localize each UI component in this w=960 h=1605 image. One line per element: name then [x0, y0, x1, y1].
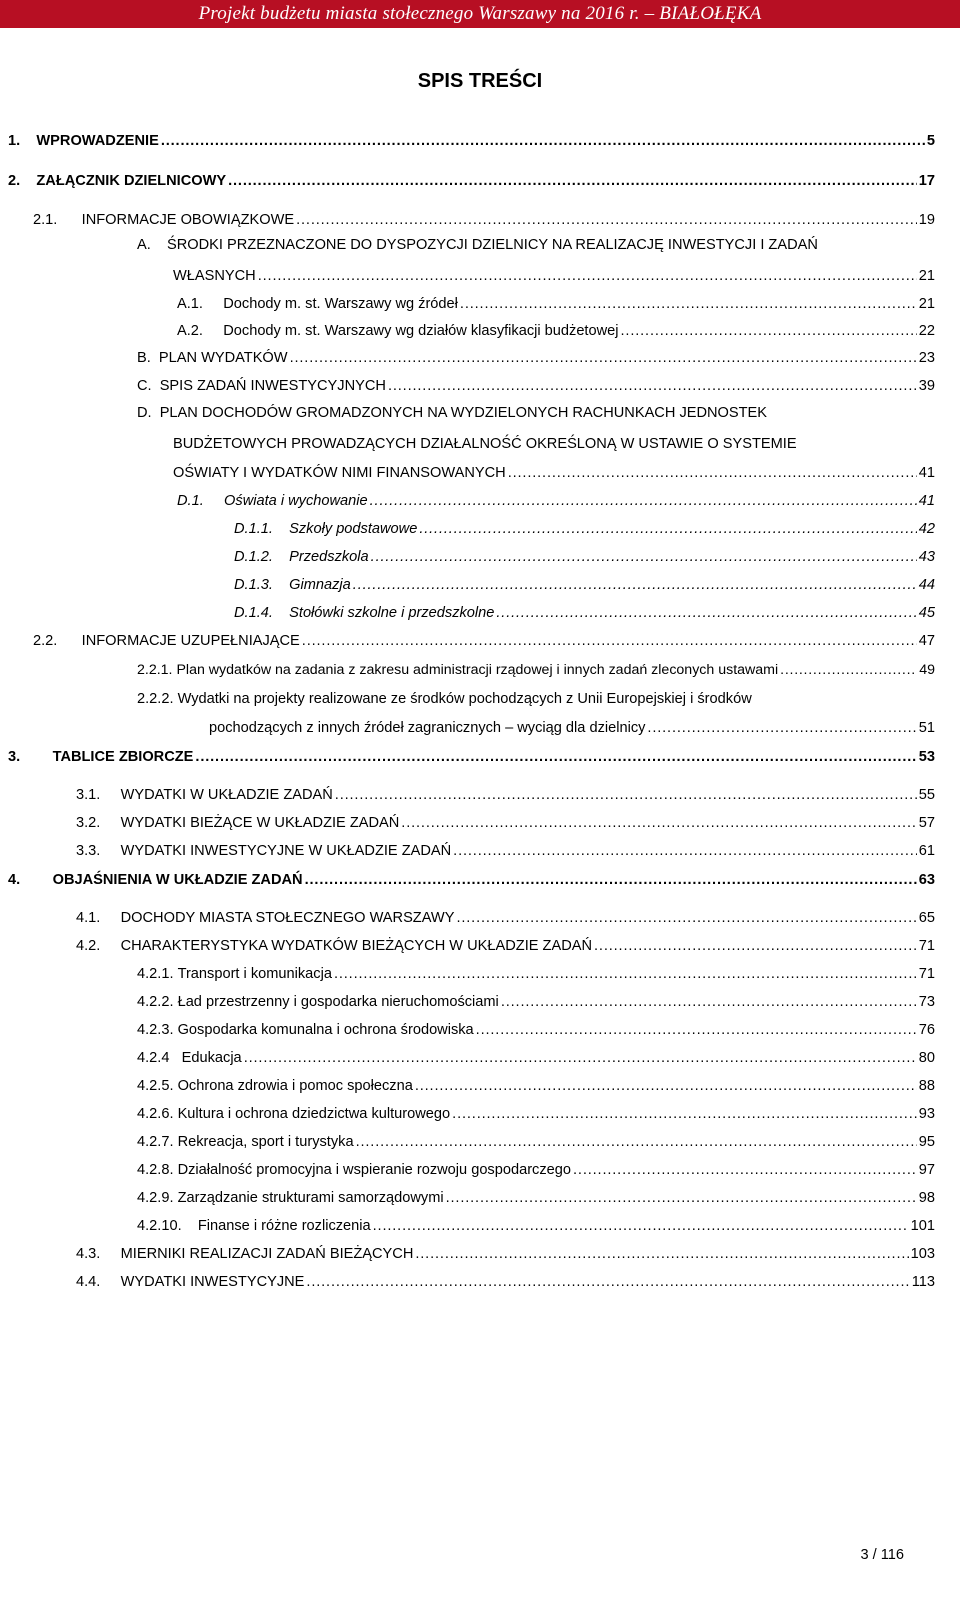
- page-number: 3 / 116: [860, 1547, 904, 1563]
- toc-entry[interactable]: 4.2.1. Transport i komunikacja . . . 71: [137, 966, 935, 982]
- toc-entry[interactable]: D.1.3. Gimnazja . . . 44: [234, 577, 935, 593]
- toc-entry[interactable]: 4.2.3. Gospodarka komunalna i ochrona środowiska . . . 76: [137, 1022, 935, 1038]
- toc-entry[interactable]: D.1. Oświata i wychowanie . . . 41: [177, 493, 935, 509]
- toc-entry[interactable]: B. PLAN WYDATKÓW . . . 23: [137, 350, 935, 366]
- toc-entry[interactable]: 4. OBJAŚNIENIA W UKŁADZIE ZADAŃ . . . 63: [8, 872, 935, 888]
- toc-entry[interactable]: D.1.1. Szkoły podstawowe . . . 42: [234, 521, 935, 537]
- toc-entry[interactable]: 3.2. WYDATKI BIEŻĄCE W UKŁADZIE ZADAŃ . . . 57: [76, 815, 935, 831]
- toc-entry[interactable]: 4.2.10. Finanse i różne rozliczenia . . . 101: [137, 1218, 935, 1234]
- toc-entry[interactable]: A.1. Dochody m. st. Warszawy wg źródeł . . . 21: [177, 296, 935, 312]
- toc-entry[interactable]: D. PLAN DOCHODÓW GROMADZONYCH NA WYDZIELONYCH RACHUNKACH JEDNOSTEK: [137, 405, 768, 421]
- toc-entry[interactable]: 1. WPROWADZENIE . . . 5: [8, 133, 935, 149]
- toc-entry[interactable]: 3.3. WYDATKI INWESTYCYJNE W UKŁADZIE ZADAŃ . . . 61: [76, 843, 935, 859]
- toc-entry[interactable]: 2.2.1. Plan wydatków na zadania z zakresu administracji rządowej i innych zadań zleconych ustawami . . . 49: [137, 662, 935, 678]
- toc-entry[interactable]: 2.2.2. Wydatki na projekty realizowane ze środków pochodzących z Unii Europejskiej i środków: [137, 691, 752, 707]
- toc-entry[interactable]: 3. TABLICE ZBIORCZE . . . 53: [8, 749, 935, 765]
- toc-entry[interactable]: 4.2.5. Ochrona zdrowia i pomoc społeczna . . . 88: [137, 1078, 935, 1094]
- toc-entry[interactable]: 3.1. WYDATKI W UKŁADZIE ZADAŃ . . . 55: [76, 787, 935, 803]
- toc-entry[interactable]: 4.2.9. Zarządzanie strukturami samorządowymi . . . 98: [137, 1190, 935, 1206]
- toc-entry[interactable]: A.2. Dochody m. st. Warszawy wg działów klasyfikacji budżetowej . . . 22: [177, 323, 935, 339]
- toc-entry-continuation: BUDŻETOWYCH PROWADZĄCYCH DZIAŁALNOŚĆ OKREŚLONĄ W USTAWIE O SYSTEMIE: [173, 436, 797, 452]
- toc-entry[interactable]: 4.3. MIERNIKI REALIZACJI ZADAŃ BIEŻĄCYCH . . . 103: [76, 1246, 935, 1262]
- toc-entry[interactable]: 4.2.6. Kultura i ochrona dziedzictwa kulturowego . . . 93: [137, 1106, 935, 1122]
- toc-entry[interactable]: 4.2.2. Ład przestrzenny i gospodarka nieruchomościami . . . 73: [137, 994, 935, 1010]
- toc-entry[interactable]: 4.1. DOCHODY MIASTA STOŁECZNEGO WARSZAWY . . . 65: [76, 910, 935, 926]
- toc-entry[interactable]: 4.2.8. Działalność promocyjna i wspieranie rozwoju gospodarczego . . . 97: [137, 1162, 935, 1178]
- page-title: SPIS TREŚCI: [417, 70, 543, 92]
- toc-entry[interactable]: D.1.2. Przedszkola . . . 43: [234, 549, 935, 565]
- toc-entry[interactable]: 4.2. CHARAKTERYSTYKA WYDATKÓW BIEŻĄCYCH W UKŁADZIE ZADAŃ . . . 71: [76, 938, 935, 954]
- toc-entry-continuation[interactable]: pochodzących z innych źródeł zagranicznych – wyciąg dla dzielnicy . . . 51: [209, 720, 935, 736]
- toc-entry[interactable]: A. ŚRODKI PRZEZNACZONE DO DYSPOZYCJI DZIELNICY NA REALIZACJĘ INWESTYCJI I ZADAŃ: [137, 237, 818, 253]
- toc-entry[interactable]: 2. ZAŁĄCZNIK DZIELNICOWY . . . 17: [8, 173, 935, 189]
- toc-entry[interactable]: D.1.4. Stołówki szkolne i przedszkolne . . . 45: [234, 605, 935, 621]
- toc-entry-continuation[interactable]: OŚWIATY I WYDATKÓW NIMI FINANSOWANYCH . . . 41: [173, 465, 935, 481]
- toc-entry[interactable]: 2.2. INFORMACJE UZUPEŁNIAJĄCE . . . 47: [33, 633, 935, 649]
- toc-entry[interactable]: 4.2.7. Rekreacja, sport i turystyka . . . 95: [137, 1134, 935, 1150]
- toc-entry[interactable]: C. SPIS ZADAŃ INWESTYCYJNYCH . . . 39: [137, 378, 935, 394]
- toc-entry-continuation[interactable]: WŁASNYCH . . . 21: [173, 268, 935, 284]
- toc-entry[interactable]: 2.1. INFORMACJE OBOWIĄZKOWE . . . 19: [33, 212, 935, 228]
- toc-entry[interactable]: 4.4. WYDATKI INWESTYCYJNE . . . 113: [76, 1274, 935, 1290]
- toc-entry[interactable]: 4.2.4 Edukacja . . . 80: [137, 1050, 935, 1066]
- document-header: Projekt budżetu miasta stołecznego Warszawy na 2016 r. – BIAŁOŁĘKA: [0, 0, 960, 28]
